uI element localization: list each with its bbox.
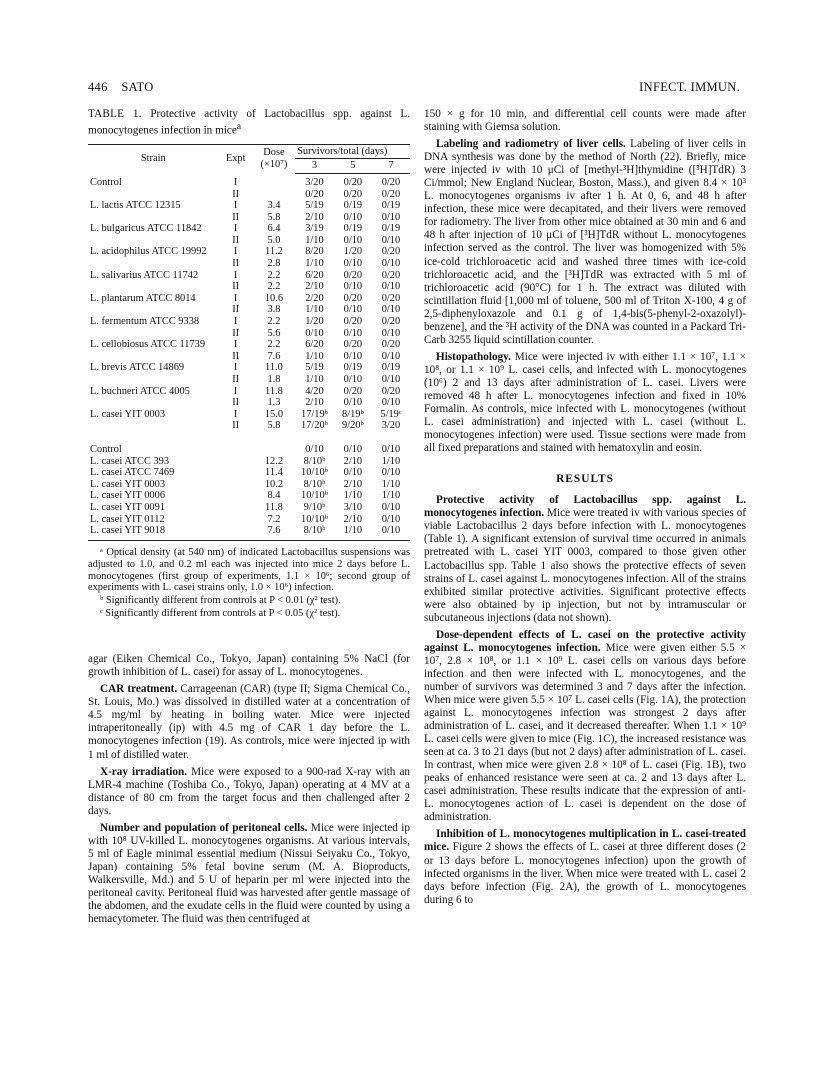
cell-day7: 0/20 — [381, 316, 401, 328]
cell-dose: 15.0 — [264, 408, 284, 420]
cell-day7: 0/20 — [381, 246, 401, 258]
protective-text: Mice were treated iv with various species of viable Lactobacillus 2 days before infection with L. monocytogenes (Table 1). A significant extension of survival time occurred in animals pretreated with L. casei YIT 0003, compared to those given other Lactobacillus spp. Table 1 also shows the protective effects of seven strains of L. casei against L. monocytogenes infection. All of the strains exhibited similar protective activities. Significant protective effects were also obtained by ip injection, but not by intramuscular or subcutaneous injections (data not shown). — [424, 507, 746, 624]
cell-day3: 5/19 — [305, 362, 324, 374]
cell-dose — [253, 173, 295, 188]
xray-paragraph — [88, 766, 410, 818]
histopathology-heading: Histopathology. — [436, 350, 511, 363]
peritoneal-heading: Number and population of peritoneal cells. — [100, 821, 308, 834]
inhibition-heading: Inhibition of L. monocytogenes multiplication in L. casei-treated mice. — [424, 828, 746, 854]
peritoneal-text: Mice were injected ip with 10⁸ UV-killed L. monocytogenes organisms. At various intervals, 5 ml of Eagle minimal essential medium (Nissui Seiyaku Co., Tokyo, Japan) containing 5% fetal bovine serum (M. A. Bioproducts, Walkersville, Md.) and 5 U of heparin per ml were injected into the peritoneal cavity. Peritoneal fluid was harvested after gentle massage of the abdomen, and the exudate cells in the fluid were counted by using a hemacytometer. The fluid was then centrifuged at — [88, 821, 411, 926]
cell-dose: 11.8 — [265, 385, 283, 397]
cell-expt — [218, 525, 252, 540]
table-row — [88, 246, 410, 258]
table-row — [88, 173, 410, 188]
cell-expt: II — [232, 374, 240, 386]
cell-dose: 5.0 — [267, 234, 281, 246]
cell-day5: 2/10 — [343, 455, 363, 467]
cell-day7: 0/10 — [381, 397, 401, 409]
cell-day3: 10/10ᵇ — [301, 467, 328, 479]
agar-paragraph: agar (Eiken Chemical Co., Tokyo, Japan) containing 5% NaCl (for growth inhibition of L. casei) for assay of L. monocytogenes. — [88, 653, 410, 679]
cell-day5: 0/10 — [343, 258, 363, 270]
cell-dose: 11.8 — [265, 501, 283, 513]
cell-dose: 5.8 — [267, 211, 281, 223]
cell-strain: L. casei YIT 0006 — [90, 490, 166, 502]
cell-strain: L. casei YIT 9018 — [88, 525, 218, 540]
protective-heading: Protective activity of Lactobacillus spp. against L. monocytogenes infection. — [424, 494, 746, 520]
cell-expt: II — [232, 188, 240, 200]
cell-strain: L. casei ATCC 7469 — [90, 467, 175, 479]
table-row — [88, 351, 410, 363]
cell-day7: 0/10 — [381, 234, 401, 246]
cell-expt: I — [233, 223, 238, 235]
col-header-day3: 3 — [295, 159, 334, 174]
cell-day7: 0/10 — [381, 467, 401, 479]
cell-day7: 0/19 — [381, 200, 401, 212]
cell-dose: 5.6 — [267, 327, 281, 339]
col-header-strain: Strain — [88, 144, 218, 173]
cell-day5: 0/10 — [343, 211, 363, 223]
table-row — [88, 189, 410, 201]
cell-day7: 0/10 — [381, 304, 401, 316]
table-row — [88, 386, 410, 398]
table-row — [88, 328, 410, 340]
histopathology-paragraph — [424, 351, 746, 455]
cell-day5: 2/10 — [343, 513, 363, 525]
cell-strain: Control — [90, 176, 122, 188]
cell-expt: II — [232, 281, 240, 293]
cell-dose: 7.6 — [253, 525, 295, 540]
cell-expt: I — [233, 269, 238, 281]
cell-day3: 1/10 — [305, 350, 324, 362]
cell-day7: 0/20 — [381, 269, 401, 281]
cell-day7: 0/10 — [381, 327, 401, 339]
left-column — [88, 108, 410, 926]
table-row — [88, 514, 410, 526]
cell-strain — [88, 420, 218, 432]
cell-day5: 2/10 — [343, 478, 363, 490]
table-row — [88, 432, 410, 456]
cell-dose: 11.0 — [265, 362, 283, 374]
cell-strain: L. buchneri ATCC 4005 — [90, 385, 190, 397]
table-row — [88, 293, 410, 305]
table-row — [88, 235, 410, 247]
cell-strain: L. casei YIT 0112 — [90, 513, 165, 525]
cell-day3: 2/10 — [305, 211, 324, 223]
cell-day7: 0/20 — [381, 339, 401, 351]
cell-day3: 8/10ᵇ — [303, 455, 326, 467]
cell-strain: L. plantarum ATCC 8014 — [90, 292, 196, 304]
xray-heading: X-ray irradiation. — [100, 765, 188, 778]
cell-day3: 1/10 — [305, 234, 324, 246]
cell-strain: L. casei ATCC 393 — [90, 455, 170, 467]
cell-expt — [218, 467, 252, 479]
table-row — [88, 456, 410, 468]
labeling-paragraph — [424, 138, 746, 347]
cell-day3: 1/10 — [305, 258, 324, 270]
cell-day3: 6/20 — [305, 339, 324, 351]
table-row — [88, 270, 410, 282]
cell-day3: 10/10ᵇ — [301, 490, 328, 502]
cell-dose: 10.2 — [264, 478, 284, 490]
cell-day5: 0/10 — [343, 234, 363, 246]
page-header-left — [88, 80, 154, 95]
cell-expt: II — [232, 211, 240, 223]
cell-expt — [218, 490, 252, 502]
cell-strain: L. fermentum ATCC 9338 — [90, 316, 200, 328]
cell-strain — [88, 304, 218, 316]
cell-day3: 17/20ᵇ — [301, 420, 328, 432]
inhibition-paragraph — [424, 828, 746, 906]
table-row — [88, 374, 410, 386]
cell-day5: 1/20 — [343, 246, 363, 258]
table-group-2 — [88, 432, 410, 540]
cell-strain: L. casei YIT 0003 — [90, 478, 166, 490]
cell-day3: 3/19 — [305, 223, 324, 235]
cell-expt: I — [233, 316, 238, 328]
car-heading: CAR treatment. — [100, 683, 178, 696]
running-head — [88, 80, 740, 98]
cell-dose: 7.2 — [267, 513, 281, 525]
cell-dose: 2.2 — [267, 269, 281, 281]
cell-dose: 2.2 — [267, 339, 281, 351]
cell-day5: 0/10 — [343, 374, 363, 386]
cell-expt — [218, 456, 252, 468]
cell-day5: 9/20ᵇ — [342, 420, 364, 432]
cell-day3: 0/20 — [305, 188, 324, 200]
cell-day5: 0/10 — [343, 443, 363, 455]
cell-day3: 3/20 — [305, 176, 324, 188]
cell-day7: 0/10 — [372, 525, 410, 540]
cell-day7: 1/10 — [381, 455, 401, 467]
cell-day5: 0/20 — [343, 176, 363, 188]
cell-day5: 0/20 — [343, 292, 363, 304]
table-footnotes — [88, 547, 410, 620]
dose-text: Mice were given either 5.5 × 10⁷, 2.8 × 10⁸, or 1.1 × 10⁹ L. casei cells on various days before infection and then were infected with L. monocytogenes, and the number of survivors was determined 3 and 7 days after the infection. When mice were given 5.5 × 10⁷ L. casei cells (Fig. 1A), the protection against L. monocytogenes infection was strongest 2 days after administration of L. casei, and it decreased thereafter. When 1.1 × 10⁹ L. casei cells were given to mice (Fig. 1C), the increased resistance was seen at ca. 3 to 21 days (but not 2 days) after administration of L. casei. In contrast, when mice were given 2.8 × 10⁸ of L. casei (Fig. 1B), two peaks of enhanced resistance were seen at ca. 2 and 13 days after L. casei administration. These results indicate that the expression of anti-L. monocytogenes action of L. casei is dependent on the dose of administration. — [424, 641, 747, 824]
cell-strain — [88, 258, 218, 270]
cell-expt — [218, 502, 252, 514]
cell-day3: 5/19 — [305, 200, 324, 212]
cell-day5: 0/20 — [343, 316, 363, 328]
table-row — [88, 479, 410, 491]
cell-day5: 0/10 — [343, 327, 363, 339]
table-row — [88, 212, 410, 224]
cell-dose: 1.8 — [267, 374, 281, 386]
table-row — [88, 467, 410, 479]
table-row — [88, 316, 410, 328]
table-title-footnote-marker: a — [236, 122, 241, 132]
cell-dose: 5.8 — [267, 420, 281, 432]
journal-name: INFECT. IMMUN. — [639, 80, 740, 94]
col-header-day5: 5 — [334, 159, 372, 174]
histopathology-text: Mice were injected iv with either 1.1 × 10⁷, 1.1 × 10⁸, or 1.1 × 10⁹ L. casei cells, and infected with L. monocytogenes (10⁶) 2 and 13 days after administration of L. casei. Livers were removed 48 h after L. monocytogenes infection and fixed in 10% Formalin. As controls, mice infected with L. monocytogenes (without L. casei administration) and injected with L. casei (without L. monocytogenes infection) were used. Tissue sections were made from all fixed preparations and stained with hematoxylin and eosin. — [424, 350, 746, 455]
cell-day7: 3/20 — [381, 420, 401, 432]
protective-paragraph — [424, 494, 746, 624]
cell-day5: 1/10 — [343, 490, 363, 502]
cell-day7: 0/10 — [381, 258, 401, 270]
cell-day7: 0/20 — [381, 176, 401, 188]
cell-expt: II — [232, 420, 240, 432]
cell-day3: 17/19ᵇ — [301, 408, 328, 420]
xray-text: Mice were exposed to a 900-rad X-ray with an LMR-4 machine (Toshiba Co., Tokyo, Japan) operating at 4 MV at a distance of 80 cm from the target focus and then challenged after 2 days. — [88, 765, 411, 817]
cell-dose: 2.2 — [267, 281, 281, 293]
cell-dose: 3.8 — [267, 304, 281, 316]
cell-day7: 1/10 — [381, 478, 401, 490]
cell-strain — [88, 374, 218, 386]
cell-strain — [88, 328, 218, 340]
table-caption — [88, 108, 410, 138]
cell-expt — [218, 479, 252, 491]
cell-dose: 6.4 — [267, 223, 281, 235]
cell-expt — [218, 514, 252, 526]
cell-day7: 0/20 — [381, 188, 401, 200]
table-row — [88, 409, 410, 421]
cell-expt: II — [232, 350, 240, 362]
cell-expt — [218, 432, 252, 456]
cell-day5: 0/20 — [343, 339, 363, 351]
cell-day5: 0/20 — [343, 269, 363, 281]
cell-strain: Control — [90, 443, 122, 455]
labeling-heading: Labeling and radiometry of liver cells. — [436, 138, 626, 151]
cell-strain: L. casei YIT 0091 — [90, 501, 166, 513]
dose-heading: Dose-dependent effects of L. casei on the protective activity against L. monocytogenes infection. — [424, 628, 746, 654]
cell-dose: 11.2 — [265, 246, 283, 258]
footnote-a: ᵃ Optical density (at 540 nm) of indicated Lactobacillus suspensions was adjusted to 1.0, and 0.2 ml each was injected into mice 2 days before L. monocytogenes (first group of experiments, 1.1 × 10⁶; second group of experiments with L. casei strains only, 1.0 × 10⁶) infection. — [88, 546, 410, 594]
cell-expt: II — [232, 397, 240, 409]
cell-day5: 0/20 — [343, 188, 363, 200]
cell-day5: 8/19ᵇ — [342, 408, 364, 420]
cell-expt: II — [232, 258, 240, 270]
cell-day5: 0/19 — [343, 200, 363, 212]
cell-expt: I — [233, 408, 238, 420]
continuation-paragraph: 150 × g for 10 min, and differential cell counts were made after staining with Giemsa solution. — [424, 108, 746, 134]
cell-strain: L. salivarius ATCC 11742 — [90, 269, 199, 281]
cell-day5: 0/10 — [343, 281, 363, 293]
right-column — [424, 108, 746, 907]
inhibition-text: Figure 2 shows the effects of L. casei at three different doses (2 or 13 days before L. monocytogenes infection) upon the growth of infected organisms in the liver. When mice were treated with L. casei 2 days before infection (Fig. 2A), the growth of L. monocytogenes during 6 to — [424, 841, 746, 906]
cell-day3: 8/10ᵇ — [303, 478, 326, 490]
cell-day7: 1/10 — [381, 490, 401, 502]
labeling-text: Labeling of liver cells in DNA synthesis was done by the method of North (22). Briefly, mice were injected iv with 10 μCi of [methyl-³H]thymidine ([³H]TdR) 3 Ci/mmol; New England Nuclear, Boston, Mass.), and given 8.4 × 10³ L. monocytogenes organisms iv after 1 h. At 0, 6, and 48 h after infection, these mice were decapitated, and their livers were removed for radiometry. The liver from other mice obtained at 30 min and 6 and 48 h after injection of 10 μCi of [³H]TdR without L. monocytogenes infection served as the control. The liver was homogenized with 5% ice-cold trichloroacetic acid and washed three times with ice-cold trichloroacetic acid, and the [³H]TdR was extracted with 5 ml of trichloroacetic acid (90°C) for 1 h. The extract was diluted with scintillation fluid [1,000 ml of toluene, 500 ml of Triton X-100, 4 g of 2,5-diphenyloxazole and 0.1 g of 1,4-bis(5-phenyl-2-oxazolyl)-benzene], and the ³H activity of the DNA was counted in a Packard Tri-Carb 3255 liquid scintillation counter. — [424, 138, 746, 346]
cell-day3: 0/10 — [305, 327, 324, 339]
cell-expt: I — [233, 246, 238, 258]
cell-expt: II — [232, 304, 240, 316]
cell-strain — [88, 212, 218, 224]
cell-dose: 3.4 — [267, 200, 281, 212]
cell-expt: I — [233, 385, 238, 397]
col-header-dose: Dose (×10⁷) — [253, 144, 295, 173]
cell-dose: 10.6 — [264, 292, 284, 304]
cell-expt: I — [233, 362, 238, 374]
col-header-expt: Expt — [218, 144, 252, 173]
cell-dose: 1.3 — [267, 397, 281, 409]
cell-day3: 10/10ᵇ — [301, 513, 328, 525]
cell-expt: II — [232, 327, 240, 339]
cell-strain — [88, 235, 218, 247]
cell-day7: 5/19ᶜ — [380, 408, 402, 420]
cell-day3: 4/20 — [305, 385, 324, 397]
cell-day3: 8/20 — [305, 246, 324, 258]
cell-dose: 8.4 — [267, 490, 281, 502]
cell-strain: L. acidophilus ATCC 19992 — [90, 246, 207, 258]
table-title: Protective activity of Lactobacillus spp. against L. monocytogenes infection in mice — [88, 108, 411, 137]
table-row — [88, 339, 410, 351]
cell-day5: 0/10 — [343, 397, 363, 409]
cell-dose: 2.8 — [267, 258, 281, 270]
col-header-survivors: Survivors/total (days) — [295, 144, 410, 159]
cell-day3: 2/20 — [305, 292, 324, 304]
cell-strain: L. casei YIT 0003 — [90, 408, 166, 420]
table-row — [88, 420, 410, 432]
cell-day5: 3/10 — [343, 501, 363, 513]
cell-day3: 1/20 — [305, 316, 324, 328]
table-row — [88, 258, 410, 270]
cell-strain: L. lactis ATCC 12315 — [90, 200, 181, 212]
cell-day7: 0/10 — [381, 281, 401, 293]
cell-dose: 12.2 — [264, 455, 284, 467]
table-row — [88, 490, 410, 502]
table-row — [88, 304, 410, 316]
cell-day5: 0/19 — [343, 362, 363, 374]
cell-strain: L. brevis ATCC 14869 — [90, 362, 185, 374]
cell-day3: 1/10 — [305, 374, 324, 386]
cell-day3: 6/20 — [305, 269, 324, 281]
cell-day5: 0/10 — [343, 350, 363, 362]
table-row — [88, 502, 410, 514]
cell-day7: 0/10 — [381, 513, 401, 525]
cell-dose — [253, 432, 295, 456]
cell-day3: 1/10 — [305, 304, 324, 316]
page-number: 446 — [88, 80, 108, 94]
cell-expt: I — [233, 200, 238, 212]
table-label: TABLE 1. — [88, 108, 142, 120]
cell-day3: 9/10ᵇ — [303, 501, 326, 513]
cell-day7: 0/10 — [381, 374, 401, 386]
cell-dose: 11.4 — [265, 467, 283, 479]
cell-dose — [253, 189, 295, 201]
cell-day5: 0/19 — [343, 223, 363, 235]
table-row — [88, 281, 410, 293]
col-header-day7: 7 — [372, 159, 410, 174]
table-row — [88, 362, 410, 374]
cell-day5: 1/10 — [334, 525, 372, 540]
cell-day3: 2/10 — [305, 281, 324, 293]
cell-strain: L. bulgaricus ATCC 11842 — [90, 223, 202, 235]
cell-day7: 0/19 — [381, 223, 401, 235]
dose-paragraph — [424, 629, 746, 825]
table-row — [88, 200, 410, 212]
cell-day7: 0/20 — [381, 292, 401, 304]
survival-table — [88, 144, 410, 541]
cell-day7: 0/19 — [381, 362, 401, 374]
cell-expt: I — [233, 176, 238, 188]
cell-day7: 0/10 — [381, 501, 401, 513]
cell-strain: L. cellobiosus ATCC 11739 — [90, 339, 206, 351]
cell-strain — [88, 351, 218, 363]
cell-day5: 0/10 — [343, 467, 363, 479]
table-row — [88, 525, 410, 540]
table-row — [88, 223, 410, 235]
cell-day7: 0/10 — [381, 443, 401, 455]
car-paragraph — [88, 683, 410, 761]
cell-strain — [88, 397, 218, 409]
cell-strain — [88, 281, 218, 293]
cell-expt: II — [232, 234, 240, 246]
cell-expt: I — [233, 292, 238, 304]
cell-day3: 2/10 — [305, 397, 324, 409]
author-name: SATO — [121, 80, 154, 94]
cell-day3: 8/10ᵇ — [295, 525, 334, 540]
footnote-b: ᵇ Significantly different from controls at P < 0.01 (χ² test). — [100, 595, 341, 607]
cell-day5: 0/10 — [343, 304, 363, 316]
cell-day7: 0/20 — [381, 385, 401, 397]
cell-strain — [88, 189, 218, 201]
cell-day7: 0/10 — [381, 350, 401, 362]
peritoneal-paragraph — [88, 822, 410, 926]
cell-day5: 0/20 — [343, 385, 363, 397]
cell-dose: 2.2 — [267, 316, 281, 328]
cell-day7: 0/10 — [381, 211, 401, 223]
table-group-1 — [88, 173, 410, 432]
car-text: Carrageenan (CAR) (type II; Sigma Chemical Co., St. Louis, Mo.) was dissolved in distilled water at a concentration of 4.5 mg/ml by heating in boiling water. Mice were injected intraperitoneally (ip) with 4.5 mg of CAR 1 day before the L. monocytogenes infection (19). As controls, mice were injected ip with 1 ml of distilled water. — [88, 683, 411, 761]
cell-dose: 7.6 — [267, 350, 281, 362]
footnote-c: ᶜ Significantly different from controls at P < 0.05 (χ² test). — [100, 608, 341, 620]
results-heading: RESULTS — [556, 473, 614, 486]
cell-day3: 0/10 — [305, 443, 324, 455]
cell-expt: I — [233, 339, 238, 351]
table-row — [88, 397, 410, 409]
